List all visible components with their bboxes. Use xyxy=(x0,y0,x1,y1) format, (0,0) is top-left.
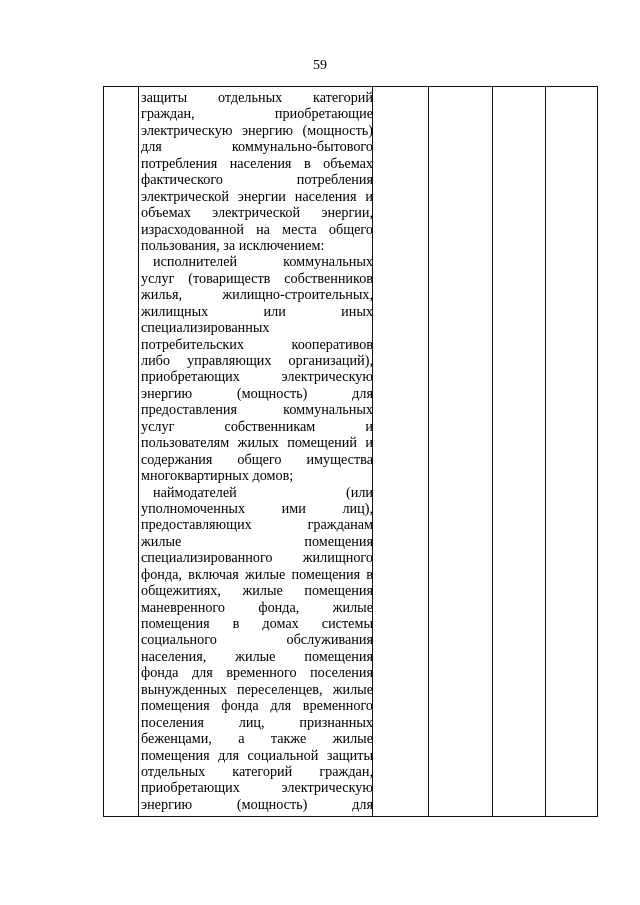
text-line: жилые помещения xyxy=(141,533,373,550)
text-line: для коммунально-бытового xyxy=(141,139,373,156)
text-line: помещения в домах системы xyxy=(141,616,373,632)
text-line: граждан, приобретающие xyxy=(141,106,373,123)
text-line: фонда, включая жилые помещения в xyxy=(141,566,373,583)
text-line: жилищных или иных xyxy=(141,303,373,320)
column-divider xyxy=(492,87,493,816)
text-line: многоквартирных домов; xyxy=(141,468,294,485)
column-divider xyxy=(428,87,429,816)
text-line: пользования, за исключением: xyxy=(141,237,325,254)
text-line: фонда для временного поселения xyxy=(141,665,373,682)
text-line: услуг (товариществ собственников xyxy=(141,270,373,287)
text-line: потребления населения в объемах xyxy=(141,155,373,172)
text-line: защиты отдельных категорий xyxy=(141,90,373,106)
text-line: беженцами, а также жилые xyxy=(141,731,373,748)
text-line: пользователям жилых помещений и xyxy=(141,435,373,452)
column-divider xyxy=(138,87,139,816)
document-table xyxy=(103,86,598,817)
text-line: фактического потребления xyxy=(141,172,373,189)
text-line: общежитиях, жилые помещения xyxy=(141,583,373,600)
text-line: уполномоченных ими лиц), xyxy=(141,500,373,517)
text-line: израсходованной на места общего xyxy=(141,221,373,238)
page-number: 59 xyxy=(313,58,327,73)
text-line: исполнителей коммунальных xyxy=(153,254,373,271)
text-line: энергию (мощность) для xyxy=(141,796,373,813)
text-line: электрической энергии населения и xyxy=(141,188,373,205)
text-line: содержания общего имущества xyxy=(141,451,373,468)
text-line: либо управляющих организаций), xyxy=(141,353,373,369)
text-line: социального обслуживания xyxy=(141,632,373,649)
text-line: специализированного жилищного xyxy=(141,550,373,567)
text-line: маневренного фонда, жилые xyxy=(141,599,373,616)
text-line: энергию (мощность) для xyxy=(141,385,373,402)
text-line: специализированных xyxy=(141,320,270,337)
text-line: услуг собственникам и xyxy=(141,418,373,435)
text-line: помещения фонда для временного xyxy=(141,698,373,715)
column-divider xyxy=(545,87,546,816)
text-line: помещения для социальной защиты xyxy=(141,747,373,764)
text-line: приобретающих электрическую xyxy=(141,780,373,797)
text-line: потребительских кооперативов xyxy=(141,336,373,353)
text-line: вынужденных переселенцев, жилые xyxy=(141,681,373,698)
text-line: предоставления коммунальных xyxy=(141,402,373,419)
text-line: жилья, жилищно-строительных, xyxy=(141,287,373,304)
text-line: наймодателей (или xyxy=(153,484,373,501)
text-line: отдельных категорий граждан, xyxy=(141,763,373,780)
text-line: приобретающих электрическую xyxy=(141,369,373,386)
description-cell xyxy=(141,90,373,813)
text-line: поселения лиц, признанных xyxy=(141,714,373,731)
text-line: объемах электрической энергии, xyxy=(141,205,373,222)
text-line: населения, жилые помещения xyxy=(141,648,373,665)
text-line: предоставляющих гражданам xyxy=(141,517,373,534)
text-line: электрическую энергию (мощность) xyxy=(141,122,373,139)
